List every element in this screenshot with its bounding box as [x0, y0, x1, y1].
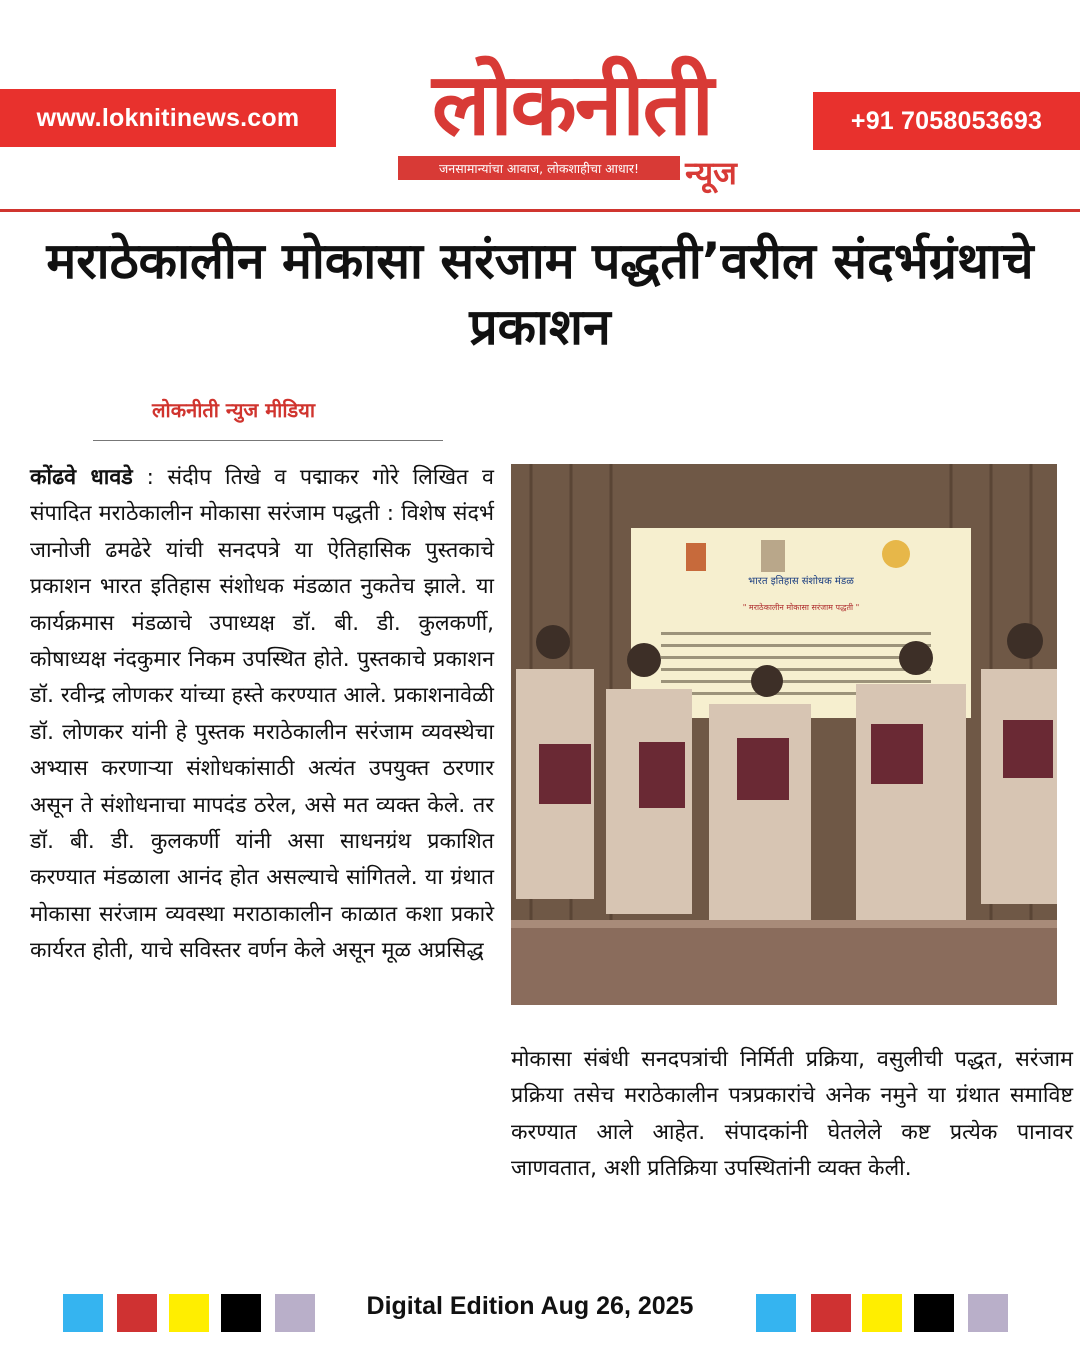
- color-swatch: [968, 1294, 1008, 1332]
- color-swatch: [862, 1294, 902, 1332]
- event-photo: [511, 464, 1057, 1005]
- logo-title: लोकनीती: [432, 55, 712, 155]
- color-swatch: [811, 1294, 851, 1332]
- logo-tagline: जनसामान्यांचा आवाज, लोकशाहीचा आधार!: [398, 156, 680, 180]
- phone-banner[interactable]: +91 7058053693: [813, 92, 1080, 150]
- color-swatch: [169, 1294, 209, 1332]
- color-swatch: [117, 1294, 157, 1332]
- banner-subtitle: " मराठेकालीन मोकासा सरंजाम पद्धती ": [742, 603, 860, 612]
- article-text-1: : संदीप तिखे व पद्माकर गोरे लिखित व संपादित मराठेकालीन मोकासा सरंजाम पद्धती : विशेष संदर्भ जानोजी ढमढेरे यांची सनदपत्रे या ऐतिहासिक पुस्तकाचे प्रकाशन भारत इतिहास संशोधक मंडळात नुकतेच झाले. या कार्यक्रमास मंडळाचे उपाध्यक्ष डॉ. बी. डी. कुलकर्णी, कोषाध्यक्ष नंदकुमार निकम उपस्थित होते. पुस्तकाचे प्रकाशन डॉ. रवीन्द्र लोणकर यांच्या हस्ते करण्यात आले. प्रकाशनावेळी डॉ. लोणकर यांनी हे पुस्तक मराठेकालीन सरंजाम व्यवस्थेचा अभ्यास करणाऱ्या संशोधकांसाठी अत्यंत उपयुक्त ठरणार असून ते संशोधनाचा मापदंड ठरेल, असे मत व्यक्त केले. तर डॉ. बी. डी. कुलकर्णी यांनी असा साधनग्रंथ प्रकाशित करण्यात मंडळाला आनंद होत असल्याचे सांगितले. या ग्रंथात मोकासा सरंजाम व्यवस्था मराठाकालीन काळात कशा प्रकारे कार्यरत होती, याचे सविस्तर वर्णन केले असून मूळ अप्रसिद्ध: [30, 465, 494, 964]
- website-banner[interactable]: www.loknitinews.com: [0, 89, 336, 147]
- color-swatch: [63, 1294, 103, 1332]
- article-column-1: [30, 460, 494, 970]
- color-swatch: [914, 1294, 954, 1332]
- color-swatch: [756, 1294, 796, 1332]
- logo-subtitle: न्यूज: [685, 154, 737, 192]
- newspaper-logo: [398, 48, 746, 190]
- color-swatch: [221, 1294, 261, 1332]
- article-dateline: कोंढवे धावडे: [30, 465, 133, 490]
- article-byline: लोकनीती न्युज मीडिया: [152, 398, 316, 422]
- edition-label: Digital Edition Aug 26, 2025: [366, 1292, 694, 1320]
- article-headline: मराठेकालीन मोकासा सरंजाम पद्धती’वरील संदर्भग्रंथाचे प्रकाशन: [46, 232, 1034, 356]
- banner-title: भारत इतिहास संशोधक मंडळ: [748, 576, 854, 587]
- header-divider: [0, 209, 1080, 212]
- color-swatch: [275, 1294, 315, 1332]
- article-text-2: मोकासा संबंधी सनदपत्रांची निर्मिती प्रक्रिया, वसुलीची पद्धत, सरंजाम प्रक्रिया तसेच मराठेकालीन पत्रप्रकारांचे अनेक नमुने या ग्रंथात समाविष्ट करण्यात आले आहेत. संपादकांनी घेतलेले कष्ट प्रत्येक पानावर जाणवतात, अशी प्रतिक्रिया उपस्थितांनी व्यक्त केली.: [511, 1047, 1073, 1182]
- article-column-2: [511, 1042, 1073, 1188]
- byline-divider: [93, 440, 443, 441]
